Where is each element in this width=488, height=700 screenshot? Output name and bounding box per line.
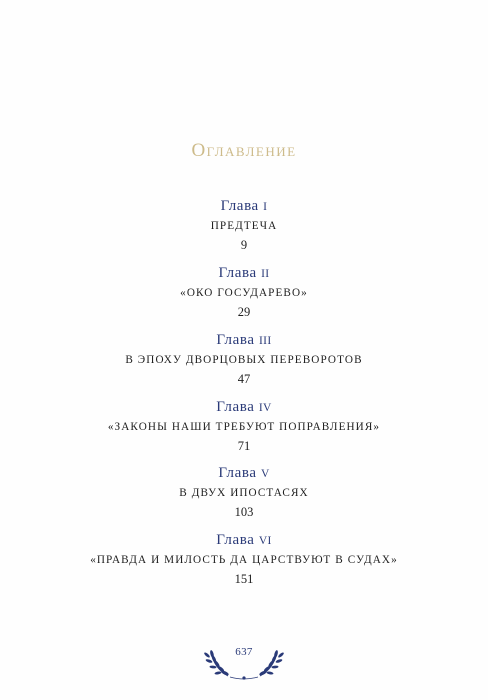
chapter-page: 103	[234, 505, 254, 519]
chapter-word: Глава	[218, 465, 257, 481]
chapter-roman: VI	[258, 535, 272, 547]
chapter-title: «ПРАВДА И МИЛОСТЬ ДА ЦАРСТВУЮТ В СУДАХ»	[90, 554, 398, 566]
chapter-label	[0, 197, 488, 217]
chapter-roman: I	[263, 201, 268, 213]
chapter-roman: III	[258, 335, 272, 347]
chapter-title: «ЗАКОНЫ НАШИ ТРЕБУЮТ ПОПРАВЛЕНИЯ»	[107, 421, 381, 433]
toc-entry-4[interactable]	[0, 398, 488, 455]
chapter-page: 71	[237, 439, 251, 453]
chapter-roman: II	[261, 268, 270, 280]
chapter-word: Глава	[216, 332, 255, 348]
toc-entry-2[interactable]	[0, 264, 488, 321]
chapter-roman: V	[260, 468, 270, 480]
toc-title: Оглавление	[191, 140, 297, 161]
chapter-title: ПРЕДТЕЧА	[210, 220, 278, 232]
chapter-page: 29	[237, 305, 251, 319]
chapter-page: 151	[234, 572, 254, 586]
chapter-page: 47	[237, 372, 251, 386]
toc-entry-5[interactable]	[0, 464, 488, 521]
page-footer	[184, 632, 304, 682]
chapter-label	[0, 531, 488, 551]
toc-entry-1[interactable]	[0, 197, 488, 254]
chapter-label	[0, 264, 488, 284]
chapter-page: 9	[240, 238, 248, 252]
page-number: 637	[235, 646, 253, 658]
chapter-word: Глава	[216, 532, 255, 548]
chapter-word: Глава	[216, 399, 255, 415]
toc-entry-6[interactable]	[0, 531, 488, 588]
chapter-title: «ОКО ГОСУДАРЕВО»	[180, 287, 308, 299]
chapter-title: В ДВУХ ИПОСТАСЯХ	[179, 487, 309, 499]
toc-entry-3[interactable]	[0, 331, 488, 388]
chapter-label	[0, 398, 488, 418]
chapter-title: В ЭПОХУ ДВОРЦОВЫХ ПЕРЕВОРОТОВ	[125, 354, 363, 366]
chapter-label	[0, 331, 488, 351]
chapter-word: Глава	[220, 198, 259, 214]
chapter-label	[0, 464, 488, 484]
chapter-word: Глава	[218, 265, 257, 281]
chapter-roman: IV	[258, 402, 272, 414]
